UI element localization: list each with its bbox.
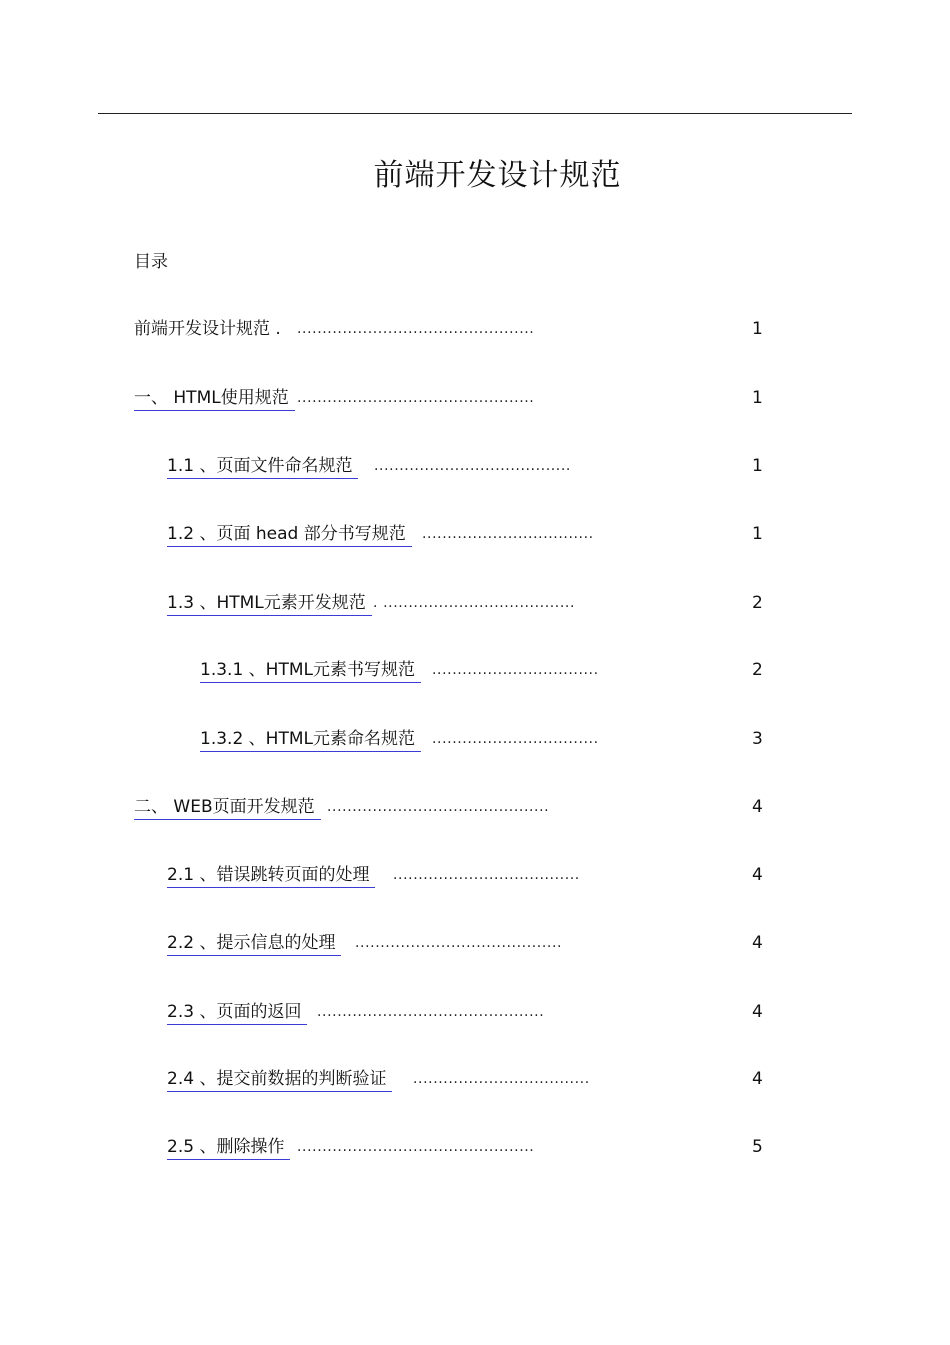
toc-entry[interactable] <box>0 317 950 343</box>
toc-entry-link[interactable]: 二、 WEB页面开发规范 <box>134 795 321 820</box>
toc-entry-leader: . ...................................... <box>373 595 576 611</box>
toc-entry-link[interactable]: 1.3.1 、HTML元素书写规范 <box>200 658 421 683</box>
toc-entry[interactable] <box>0 454 950 480</box>
toc-entry-page: 1 <box>752 524 763 544</box>
toc-entry[interactable] <box>0 522 950 548</box>
document-title: 前端开发设计规范 <box>373 158 622 193</box>
toc-entry[interactable] <box>0 1067 950 1093</box>
toc-entry-page: 3 <box>752 729 763 749</box>
toc-entry[interactable] <box>0 795 950 821</box>
toc-entry-page: 2 <box>752 660 763 680</box>
toc-entry-link[interactable]: 2.4 、提交前数据的判断验证 <box>167 1067 392 1092</box>
toc-entry-link[interactable]: 1.1 、页面文件命名规范 <box>167 454 358 479</box>
toc-entry-leader: ............................................ <box>327 799 550 815</box>
toc-entry[interactable] <box>0 658 950 684</box>
toc-entry-page: 4 <box>752 1002 763 1022</box>
toc-entry-link[interactable]: 1.2 、页面 head 部分书写规范 <box>167 522 412 547</box>
toc-entry[interactable] <box>0 591 950 617</box>
toc-entry-page: 5 <box>752 1137 763 1157</box>
toc-entry-page: 4 <box>752 797 763 817</box>
toc-entry-leader: .................................. <box>422 526 594 542</box>
toc-entry[interactable] <box>0 863 950 889</box>
toc-entry-leader: ............................................... <box>297 321 535 337</box>
toc-entry-page: 1 <box>752 388 763 408</box>
toc-entry-link[interactable]: 1.3 、HTML元素开发规范 <box>167 591 372 616</box>
toc-entry-link[interactable]: 2.2 、提示信息的处理 <box>167 931 341 956</box>
toc-entry-leader: ................................. <box>432 731 599 747</box>
toc-entry-link[interactable]: 2.3 、页面的返回 <box>167 1000 307 1025</box>
toc-entry-link[interactable]: 2.1 、错误跳转页面的处理 <box>167 863 375 888</box>
toc-entry-link[interactable]: 一、 HTML使用规范 <box>134 386 295 411</box>
toc-entry[interactable] <box>0 727 950 753</box>
toc-entry-page: 1 <box>752 456 763 476</box>
toc-entry-page: 4 <box>752 933 763 953</box>
toc-entry-label: 前端开发设计规范 . <box>134 319 281 339</box>
toc-entry-leader: ................................... <box>413 1071 590 1087</box>
toc-entry-link[interactable]: 1.3.2 、HTML元素命名规范 <box>200 727 421 752</box>
toc-entry-page: 4 <box>752 865 763 885</box>
toc-entry-leader: ............................................. <box>317 1004 545 1020</box>
toc-entry[interactable] <box>0 1135 950 1161</box>
top-rule <box>98 113 852 114</box>
toc-entry-leader: ............................................... <box>297 390 535 406</box>
toc-entry[interactable] <box>0 931 950 957</box>
toc-entry-leader: ......................................... <box>355 935 563 951</box>
toc-entry-leader: ..................................... <box>393 867 580 883</box>
toc-entry[interactable] <box>0 386 950 412</box>
toc-entry-page: 2 <box>752 593 763 613</box>
toc-entry-leader: ................................. <box>432 662 599 678</box>
toc-entry[interactable] <box>0 1000 950 1026</box>
toc-entry-link[interactable]: 2.5 、删除操作 <box>167 1135 290 1160</box>
toc-heading: 目录 <box>134 252 168 272</box>
toc-entry-page: 1 <box>752 319 763 339</box>
toc-entry-leader: ....................................... <box>374 458 571 474</box>
toc-entry-page: 4 <box>752 1069 763 1089</box>
toc-entry-leader: ............................................... <box>297 1139 535 1155</box>
